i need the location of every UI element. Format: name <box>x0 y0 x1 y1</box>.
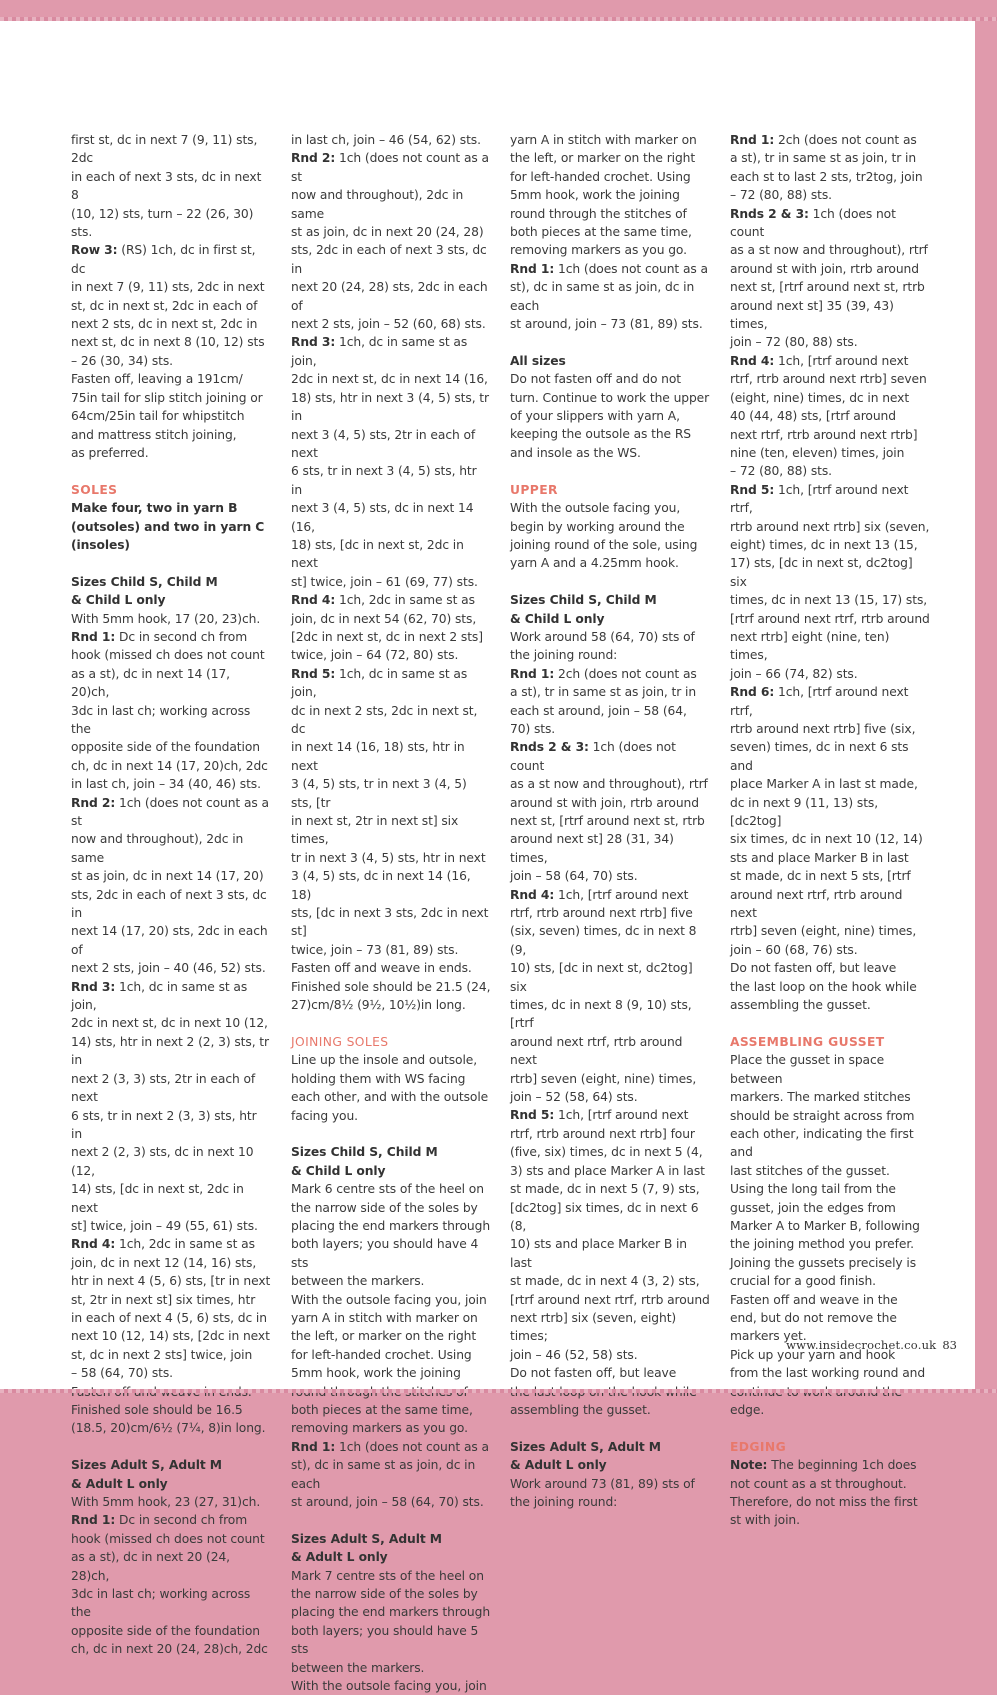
text-line: (18.5, 20)cm/6½ (7¼, 8)in long. <box>71 1421 266 1436</box>
text-line: sts and place Marker B in last <box>730 850 909 865</box>
text-line: st made, dc in next 5 (7, 9) sts, <box>510 1182 700 1197</box>
text-line: (five, six) times, dc in next 5 (4, <box>510 1145 703 1160</box>
text-line: begin by working around the <box>510 519 685 534</box>
text-line: Rnd 1: 2ch (does not count as <box>730 133 917 147</box>
text-line: first st, dc in next 7 (9, 11) sts, 2dc <box>71 133 258 166</box>
text-line: removing markers as you go. <box>510 243 687 258</box>
text-line: Do not fasten off and do not <box>510 372 682 387</box>
text-line: join – 58 (64, 70) sts. <box>510 869 638 884</box>
text-line: Work around 73 (81, 89) sts of <box>510 1476 695 1491</box>
subheading: & Adult L only <box>510 1458 607 1473</box>
column-1 <box>71 131 271 1659</box>
text-line: Rnd 5: 1ch, [rtrf around next rtrf, <box>730 482 909 516</box>
subheading: Sizes Adult S, Adult M <box>510 1439 661 1454</box>
text-line: in next 7 (9, 11) sts, 2dc in next <box>71 280 265 295</box>
text-line: Rnd 1: 1ch (does not count as a <box>291 1439 489 1454</box>
text-line: With 5mm hook, 17 (20, 23)ch. <box>71 611 261 626</box>
text-line: next 14 (17, 20) sts, 2dc in each of <box>71 924 268 957</box>
text-line: around st with join, rtrb around <box>510 795 699 810</box>
text-line: in next 14 (16, 18) sts, htr in next <box>291 740 465 773</box>
text-line: Note: The beginning 1ch does <box>730 1458 917 1473</box>
text-line: rtrf, rtrb around next rtrb] five <box>510 906 693 921</box>
text-line: sts, 2dc in each of next 3 sts, dc in <box>291 243 487 276</box>
text-line: 3 (4, 5) sts, dc in next 14 (16, 18) <box>291 869 471 902</box>
text-line: 5mm hook, work the joining <box>291 1366 461 1381</box>
text-line: and mattress stitch joining, <box>71 427 237 442</box>
text-line: removing markers as you go. <box>291 1421 468 1436</box>
text-line: join – 72 (80, 88) sts. <box>730 335 858 350</box>
text-line: the joining method you prefer. <box>730 1237 914 1252</box>
text-line: 3 (4, 5) sts, tr in next 3 (4, 5) sts, [tr <box>291 777 467 810</box>
text-line: tr in next 3 (4, 5) sts, htr in next <box>291 850 486 865</box>
line-gap <box>730 1015 930 1033</box>
text-line: [rtrf around next rtrf, rtrb around <box>510 1292 710 1307</box>
text-line: Rnd 5: 1ch, [rtrf around next <box>510 1108 689 1123</box>
text-line: With 5mm hook, 23 (27, 31)ch. <box>71 1495 261 1510</box>
text-line: Fasten off and weave in ends. <box>291 961 472 976</box>
text-line: 6 sts, tr in next 2 (3, 3) sts, htr in <box>71 1108 257 1141</box>
text-line: a st), tr in same st as join, tr in <box>510 685 697 700</box>
subheading: All sizes <box>510 353 566 368</box>
text-line: st] twice, join – 61 (69, 77) sts. <box>291 574 478 589</box>
text-line: 14) sts, [dc in next st, 2dc in next <box>71 1182 244 1215</box>
text-line: [dc2tog] six times, dc in next 6 (8, <box>510 1200 699 1233</box>
text-line: Rnd 2: 1ch (does not count as a st <box>71 795 269 828</box>
text-line: in each of next 4 (5, 6) sts, dc in <box>71 1310 267 1325</box>
text-line: markers yet. <box>730 1329 807 1344</box>
text-line: Rnd 1: 1ch (does not count as a <box>510 261 708 276</box>
subheading: Sizes Child S, Child M <box>291 1145 438 1160</box>
text-line: now and throughout), 2dc in same <box>71 832 244 865</box>
subheading: & Adult L only <box>71 1476 168 1491</box>
text-line: join – 46 (52, 58) sts. <box>510 1347 638 1362</box>
text-line: place Marker A in last st made, <box>730 777 918 792</box>
subheading: Sizes Child S, Child M <box>510 593 657 608</box>
text-line: rtrf, rtrb around next rtrb] four <box>510 1126 695 1141</box>
text-line: 17) sts, [dc in next st, dc2tog] six <box>730 556 913 589</box>
text-line: twice, join – 73 (81, 89) sts. <box>291 942 459 957</box>
website-url[interactable]: www.insidecrochet.co.uk <box>786 1338 937 1352</box>
text-line: rtrb] seven (eight, nine) times, <box>730 924 917 939</box>
text-line: rtrb around next rtrb] five (six, <box>730 722 916 736</box>
text-line: each st to last 2 sts, tr2tog, join <box>730 169 923 184</box>
text-line: the last loop on the hook while <box>730 979 917 994</box>
text-line: yarn A in stitch with marker on <box>510 133 697 147</box>
text-line: next st, dc in next 8 (10, 12) sts <box>71 335 265 350</box>
text-line: Rnd 4: 1ch, 2dc in same st as <box>71 1237 255 1252</box>
text-line: Rnd 3: 1ch, dc in same st as join, <box>291 335 468 368</box>
text-line: st), dc in same st as join, dc in each <box>291 1458 476 1491</box>
text-line: st, dc in next st, 2dc in each of <box>71 298 258 313</box>
subheading: & Adult L only <box>291 1550 388 1565</box>
text-line: next rtrf, rtrb around next rtrb] <box>730 427 918 442</box>
text-line: 64cm/25in tail for whipstitch <box>71 409 245 424</box>
text-line: both pieces at the same time, <box>510 225 692 240</box>
text-line: Rnd 5: 1ch, dc in same st as join, <box>291 666 468 700</box>
text-line: Rnd 4: 1ch, [rtrf around next <box>730 353 909 368</box>
text-line: Finished sole should be 16.5 <box>71 1403 243 1417</box>
text-line: the left, or marker on the right <box>510 151 696 166</box>
text-line: 2dc in next st, dc in next 10 (12, <box>71 1016 268 1031</box>
text-line: st, 2tr in next st] six times, htr <box>71 1292 256 1307</box>
text-line: rtrf, rtrb around next rtrb] seven <box>730 372 927 387</box>
text-line: six times, dc in next 10 (12, 14) <box>730 832 923 847</box>
magazine-page <box>0 21 975 1694</box>
text-line: next rtrb] six (seven, eight) times; <box>510 1310 677 1344</box>
text-line: sts, [dc in next 3 sts, 2dc in next st] <box>291 906 489 939</box>
text-line: 14) sts, htr in next 2 (2, 3) sts, tr in <box>71 1034 269 1068</box>
text-line: st as join, dc in next 14 (17, 20) <box>71 869 264 884</box>
line-gap <box>291 1511 491 1529</box>
subheading: Sizes Adult S, Adult M <box>71 1458 222 1473</box>
text-line: st with join. <box>730 1513 800 1528</box>
text-line: – 26 (30, 34) sts. <box>71 353 173 368</box>
text-line: 3dc in last ch; working across the <box>71 1587 251 1620</box>
text-line: join, dc in next 54 (62, 70) sts, <box>291 611 477 626</box>
text-line: join – 52 (58, 64) sts. <box>510 1090 638 1105</box>
text-line: in last ch, join – 46 (54, 62) sts. <box>291 133 481 147</box>
text-line: keeping the outsole as the RS <box>510 427 691 442</box>
text-line: as a st), dc in next 14 (17, 20)ch, <box>71 666 230 700</box>
text-line: htr in next 4 (5, 6) sts, [tr in next <box>71 1274 271 1289</box>
subheading: Make four, two in yarn B <box>71 501 238 516</box>
text-line: placing the end markers through <box>291 1605 491 1620</box>
text-line: Rnd 2: 1ch (does not count as a st <box>291 151 489 184</box>
text-line: 6 sts, tr in next 3 (4, 5) sts, htr in <box>291 464 477 497</box>
text-line: last stitches of the gusset. <box>730 1163 890 1178</box>
bottom-border-trim <box>0 1389 997 1393</box>
column-4 <box>730 131 930 1530</box>
text-line: the left, or marker on the right <box>291 1329 477 1344</box>
text-line: times, dc in next 8 (9, 10) sts, [rtrf <box>510 998 692 1031</box>
text-line: 70) sts. <box>510 721 556 736</box>
subheading: & Child L only <box>291 1163 386 1178</box>
text-line: assembling the gusset. <box>730 998 871 1013</box>
text-line: hook (missed ch does not count <box>71 1531 265 1546</box>
text-line: each other, and with the outsole <box>291 1090 489 1105</box>
text-line: gusset, join the edges from <box>730 1200 896 1215</box>
subheading: & Child L only <box>510 611 605 626</box>
line-gap <box>510 573 710 591</box>
text-line: join – 60 (68, 76) sts. <box>730 942 858 957</box>
text-line: Rnds 2 & 3: 1ch (does not count <box>730 206 896 240</box>
text-line: next 2 sts, join – 52 (60, 68) sts. <box>291 317 486 332</box>
text-line: next 3 (4, 5) sts, 2tr in each of next <box>291 427 476 460</box>
text-line: Marker A to Marker B, following <box>730 1218 920 1233</box>
line-gap <box>291 1125 491 1143</box>
text-line: Rnd 1: Dc in second ch from <box>71 629 248 644</box>
text-line: 5mm hook, work the joining <box>510 188 680 203</box>
text-line: holding them with WS facing <box>291 1071 466 1086</box>
text-line: yarn A in stitch with marker on <box>291 1310 478 1325</box>
text-line: as a st), dc in next 20 (24, 28)ch, <box>71 1550 230 1583</box>
text-line: both layers; you should have 5 sts <box>291 1623 479 1657</box>
text-line: 75in tail for slip stitch joining or <box>71 390 263 405</box>
text-line: edge. <box>730 1403 765 1418</box>
text-line: Therefore, do not miss the first <box>730 1495 918 1510</box>
page-footer <box>786 1338 957 1352</box>
text-line: Rnd 6: 1ch, [rtrf around next rtrf, <box>730 685 909 718</box>
subheading: & Child L only <box>71 593 166 608</box>
text-line: placing the end markers through <box>291 1218 491 1233</box>
text-line: Rnd 4: 1ch, [rtrf around next <box>510 887 689 902</box>
text-line: around next rtrf, rtrb around next <box>730 887 903 921</box>
subheading: (outsoles) and two in yarn C <box>71 519 265 534</box>
text-line: Fasten off and weave in the <box>730 1292 898 1307</box>
text-line: 3) sts and place Marker A in last <box>510 1163 705 1178</box>
text-line: st), dc in same st as join, dc in each <box>510 280 695 313</box>
text-line: Mark 7 centre sts of the heel on <box>291 1568 484 1583</box>
text-line: around next st] 28 (31, 34) times, <box>510 832 674 865</box>
text-line: Rnd 4: 1ch, 2dc in same st as <box>291 593 475 608</box>
text-line: st] twice, join – 49 (55, 61) sts. <box>71 1218 258 1233</box>
text-line: both layers; you should have 4 sts <box>291 1237 479 1270</box>
text-line: seven) times, dc in next 6 sts and <box>730 740 909 773</box>
text-line: between the markers. <box>291 1274 425 1289</box>
text-line: next 20 (24, 28) sts, 2dc in each of <box>291 280 488 313</box>
text-line: from the last working round and <box>730 1366 926 1381</box>
text-line: [rtrf around next rtrf, rtrb around <box>730 611 930 626</box>
text-line: 18) sts, [dc in next st, 2dc in next <box>291 537 464 571</box>
text-line: yarn A and a 4.25mm hook. <box>510 556 679 571</box>
text-line: facing you. <box>291 1108 358 1123</box>
text-line: nine (ten, eleven) times, join <box>730 445 905 460</box>
text-line: and insole as the WS. <box>510 445 641 460</box>
text-line: next st, [rtrf around next st, rtrb <box>730 280 925 295</box>
text-line: of your slippers with yarn A, <box>510 409 680 424</box>
text-line: Using the long tail from the <box>730 1182 896 1197</box>
text-line: Rnd 1: Dc in second ch from <box>71 1513 248 1528</box>
subheading: Sizes Adult S, Adult M <box>291 1531 442 1546</box>
text-line: between the markers. <box>291 1660 425 1675</box>
text-line: 10) sts and place Marker B in last <box>510 1237 688 1270</box>
line-gap <box>71 462 271 480</box>
column-2 <box>291 131 491 1695</box>
line-gap <box>291 1015 491 1033</box>
text-line: next rtrb] eight (nine, ten) times, <box>730 629 890 663</box>
text-line: 18) sts, htr in next 3 (4, 5) sts, tr in <box>291 390 489 424</box>
line-gap <box>510 462 710 480</box>
text-line: in last ch, join – 34 (40, 46) sts. <box>71 777 261 792</box>
text-line: twice, join – 64 (72, 80) sts. <box>291 648 459 663</box>
section-heading: EDGING <box>730 1439 787 1454</box>
line-gap <box>510 1419 710 1437</box>
text-line: With the outsole facing you, <box>510 501 681 516</box>
text-line: around next rtrf, rtrb around next <box>510 1034 683 1068</box>
text-line: now and throughout), 2dc in same <box>291 188 464 221</box>
text-line: join – 66 (74, 82) sts. <box>730 666 858 681</box>
line-gap <box>71 554 271 572</box>
text-line: Do not fasten off, but leave <box>510 1366 677 1381</box>
text-line: Mark 6 centre sts of the heel on <box>291 1182 484 1197</box>
text-line: as a st now and throughout), rtrf <box>510 777 708 792</box>
text-line: With the outsole facing you, join <box>291 1292 487 1307</box>
column-3 <box>510 131 710 1511</box>
text-line: st around, join – 73 (81, 89) sts. <box>510 317 703 332</box>
text-line: Line up the insole and outsole, <box>291 1053 478 1068</box>
text-line: times, dc in next 13 (15, 17) sts, <box>730 593 928 608</box>
line-gap <box>71 1438 271 1456</box>
text-line: st made, dc in next 4 (3, 2) sts, <box>510 1274 700 1289</box>
text-line: opposite side of the foundation <box>71 740 260 755</box>
text-line: dc in next 9 (11, 13) sts, [dc2tog] <box>730 795 879 829</box>
text-line: turn. Continue to work the upper <box>510 390 710 405</box>
text-line: Fasten off, leaving a 191cm/ <box>71 372 243 387</box>
subheading: Sizes Child S, Child M <box>71 574 218 589</box>
text-line: around next st] 35 (39, 43) times, <box>730 298 894 332</box>
text-line: next 2 sts, join – 40 (46, 52) sts. <box>71 961 266 976</box>
text-line: 27)cm/8½ (9½, 10½)in long. <box>291 998 466 1013</box>
text-line: markers. The marked stitches <box>730 1090 911 1105</box>
text-line: the narrow side of the soles by <box>291 1200 478 1215</box>
text-line: – 58 (64, 70) sts. <box>71 1366 173 1381</box>
text-line: next 10 (12, 14) sts, [2dc in next <box>71 1329 270 1344</box>
subheading: (insoles) <box>71 537 130 552</box>
text-line: a st), tr in same st as join, tr in <box>730 151 917 166</box>
section-heading: JOINING SOLES <box>291 1034 389 1049</box>
text-line: ch, dc in next 20 (24, 28)ch, 2dc <box>71 1642 268 1657</box>
text-line: dc in next 2 sts, 2dc in next st, dc <box>291 703 478 736</box>
text-line: 3dc in last ch; working across the <box>71 703 251 736</box>
text-line: opposite side of the foundation <box>71 1623 260 1638</box>
text-line: for left-handed crochet. Using <box>510 169 691 184</box>
text-line: Row 3: (RS) 1ch, dc in first st, dc <box>71 243 256 276</box>
text-line: for left-handed crochet. Using <box>291 1347 472 1362</box>
text-line: st around, join – 58 (64, 70) sts. <box>291 1495 484 1510</box>
text-line: next 2 sts, dc in next st, 2dc in <box>71 317 258 332</box>
text-line: around st with join, rtrb around <box>730 261 919 276</box>
text-line: assembling the gusset. <box>510 1402 651 1417</box>
text-line: [2dc in next st, dc in next 2 sts] <box>291 629 483 644</box>
text-line: should be straight across from <box>730 1108 915 1123</box>
line-gap <box>730 1419 930 1437</box>
text-line: 10) sts, [dc in next st, dc2tog] six <box>510 961 693 994</box>
text-line: 2dc in next st, dc in next 14 (16, <box>291 372 488 387</box>
text-line: next 2 (2, 3) sts, dc in next 10 (12, <box>71 1145 254 1178</box>
text-line: rtrb] seven (eight, nine) times, <box>510 1071 697 1086</box>
text-line: Finished sole should be 21.5 (24, <box>291 979 491 994</box>
text-line: eight) times, dc in next 13 (15, <box>730 537 918 552</box>
text-line: (10, 12) sts, turn – 22 (26, 30) sts. <box>71 206 254 240</box>
text-line: each other, indicating the first and <box>730 1126 914 1160</box>
text-line: st made, dc in next 5 sts, [rtrf <box>730 869 911 884</box>
text-line: joining round of the sole, using <box>510 537 698 552</box>
text-line: Do not fasten off, but leave <box>730 961 897 976</box>
page-number: 83 <box>942 1338 957 1352</box>
text-line: next 3 (4, 5) sts, dc in next 14 (16, <box>291 501 474 534</box>
text-line: Rnd 3: 1ch, dc in same st as join, <box>71 979 248 1013</box>
text-line: st, dc in next 2 sts] twice, join <box>71 1347 253 1362</box>
text-line: Joining the gussets precisely is <box>730 1255 917 1270</box>
text-line: not count as a st throughout. <box>730 1476 907 1491</box>
text-line: Place the gusset in space between <box>730 1053 885 1086</box>
text-line: (eight, nine) times, dc in next <box>730 390 910 405</box>
text-line: (six, seven) times, dc in next 8 (9, <box>510 924 697 957</box>
text-line: ch, dc in next 14 (17, 20)ch, 2dc <box>71 758 268 773</box>
text-line: hook (missed ch does not count <box>71 648 265 663</box>
section-heading: UPPER <box>510 482 558 497</box>
text-line: next st, [rtrf around next st, rtrb <box>510 813 705 828</box>
text-line: in next st, 2tr in next st] six times, <box>291 814 459 847</box>
text-line: – 72 (80, 88) sts. <box>730 464 832 479</box>
text-line: Rnd 1: 2ch (does not count as <box>510 666 697 681</box>
text-line: in each of next 3 sts, dc in next 8 <box>71 169 262 203</box>
text-line: Pick up your yarn and hook <box>730 1347 896 1362</box>
text-line: rtrb around next rtrb] six (seven, <box>730 519 930 534</box>
text-line: next 2 (3, 3) sts, 2tr in each of next <box>71 1071 256 1105</box>
text-line: the joining round: <box>510 648 618 663</box>
text-line: join, dc in next 12 (14, 16) sts, <box>71 1255 257 1270</box>
text-line: as a st now and throughout), rtrf <box>730 243 928 258</box>
text-line: 40 (44, 48) sts, [rtrf around <box>730 409 896 424</box>
section-heading: ASSEMBLING GUSSET <box>730 1034 885 1049</box>
text-line: Work around 58 (64, 70) sts of <box>510 629 695 644</box>
text-line: the narrow side of the soles by <box>291 1587 478 1602</box>
text-line: sts, 2dc in each of next 3 sts, dc in <box>71 887 267 921</box>
text-line: the joining round: <box>510 1495 618 1509</box>
line-gap <box>510 333 710 351</box>
text-line: With the outsole facing you, join <box>291 1679 487 1694</box>
text-line: as preferred. <box>71 445 149 460</box>
text-line: Rnds 2 & 3: 1ch (does not count <box>510 740 676 773</box>
text-line: end, but do not remove the <box>730 1310 897 1325</box>
text-line: both pieces at the same time, <box>291 1403 473 1417</box>
text-line: st as join, dc in next 20 (24, 28) <box>291 225 484 240</box>
text-line: – 72 (80, 88) sts. <box>730 188 832 203</box>
section-heading: SOLES <box>71 482 118 497</box>
text-line: round through the stitches of <box>510 206 687 221</box>
text-line: each st around, join – 58 (64, <box>510 703 687 718</box>
text-line: crucial for a good finish. <box>730 1274 876 1289</box>
